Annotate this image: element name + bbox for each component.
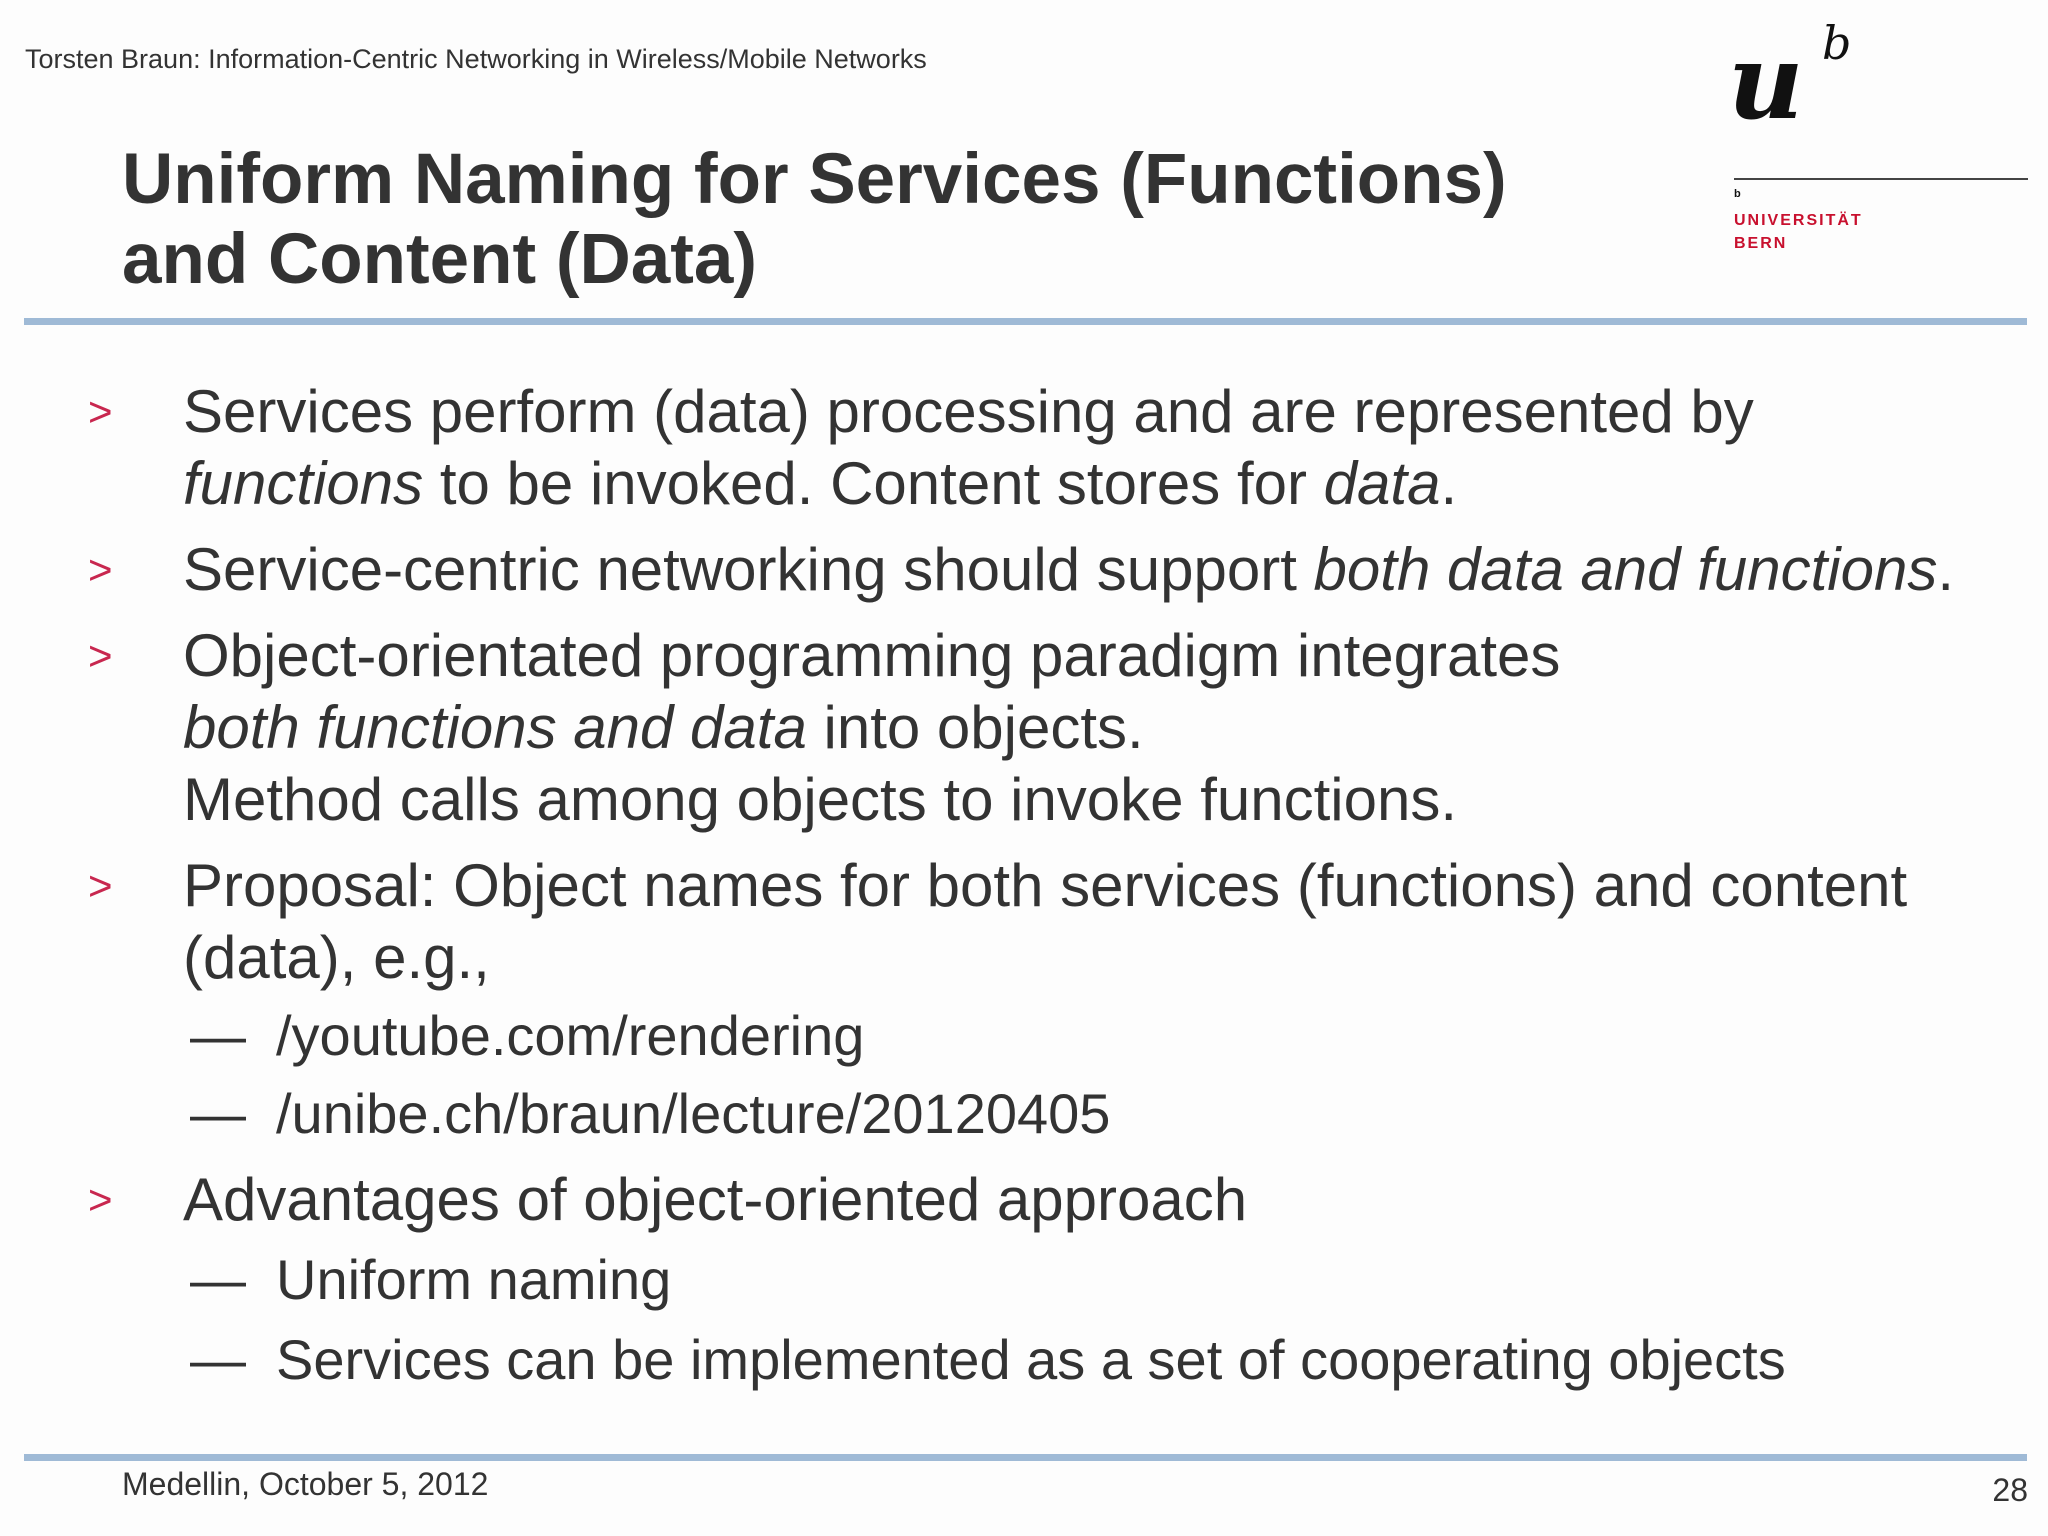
logo-small-b: b [1734, 188, 1741, 200]
sub-bullet-dash: — [190, 1328, 246, 1391]
bullet-1-line-1: Services perform (data) processing and are represented by [183, 378, 1754, 445]
sub-bullet-cooperating-objects: Services can be implemented as a set of cooperating objects [276, 1328, 1786, 1391]
bullet-4-line-1: Proposal: Object names for both services (functions) and content [183, 852, 1908, 919]
bullet-marker: > [88, 388, 113, 435]
bullet-1-line-2-text: to be invoked. Content stores for [423, 450, 1324, 517]
bullet-marker: > [88, 546, 113, 593]
emphasis-both-functions-and-data: both functions and data [183, 694, 807, 761]
bullet-1-line-2 [183, 448, 1457, 520]
page-number: 28 [1992, 1472, 2028, 1508]
footer-location-date: Medellin, October 5, 2012 [122, 1466, 489, 1502]
emphasis-both-data-and-functions: both data and functions [1313, 536, 1938, 603]
bullet-1-line-2-end: . [1440, 450, 1458, 517]
bullet-3-line-2-text: into objects. [806, 694, 1144, 761]
sub-bullet-uniform-naming: Uniform naming [276, 1248, 672, 1311]
bullet-marker: > [88, 632, 113, 679]
bullet-marker: > [88, 862, 113, 909]
bullet-4-line-2: (data), e.g., [183, 924, 490, 991]
sub-bullet-dash: — [190, 1248, 246, 1311]
bottom-divider [24, 1454, 2027, 1461]
bullet-3-line-3: Method calls among objects to invoke functions. [183, 766, 1458, 833]
university-logo [1728, 16, 2028, 260]
bullet-3-line-2 [183, 692, 1144, 764]
logo-universitat-text: UNIVERSITÄT [1734, 212, 1863, 229]
bullet-5-line-1: Advantages of object-oriented approach [183, 1166, 1248, 1233]
sub-bullet-unibe-path: /unibe.ch/braun/lecture/20120405 [276, 1082, 1111, 1145]
slide-header-text: Torsten Braun: Information-Centric Networking in Wireless/Mobile Networks [25, 44, 927, 74]
top-divider [24, 318, 2027, 325]
slide-title-line-2: and Content (Data) [122, 220, 758, 299]
bullet-2-line-1 [183, 534, 1954, 606]
bullet-marker: > [88, 1176, 113, 1223]
sub-bullet-dash: — [190, 1082, 246, 1145]
sub-bullet-dash: — [190, 1004, 246, 1067]
slide-title [122, 140, 1507, 300]
bullet-3-line-1: Object-orientated programming paradigm integrates [183, 622, 1561, 689]
slide-title-line-1: Uniform Naming for Services (Functions) [122, 140, 1507, 219]
sub-bullet-youtube-path: /youtube.com/rendering [276, 1004, 865, 1067]
emphasis-data: data [1323, 450, 1441, 517]
bullet-2-end: . [1937, 536, 1955, 603]
logo-divider [1734, 178, 2028, 180]
logo-letter-u: u [1728, 20, 1804, 143]
logo-bern-text: BERN [1734, 235, 1788, 252]
emphasis-functions: functions [183, 450, 424, 517]
logo-superscript-b: b [1822, 16, 1852, 70]
bullet-2-text: Service-centric networking should support [183, 536, 1314, 603]
